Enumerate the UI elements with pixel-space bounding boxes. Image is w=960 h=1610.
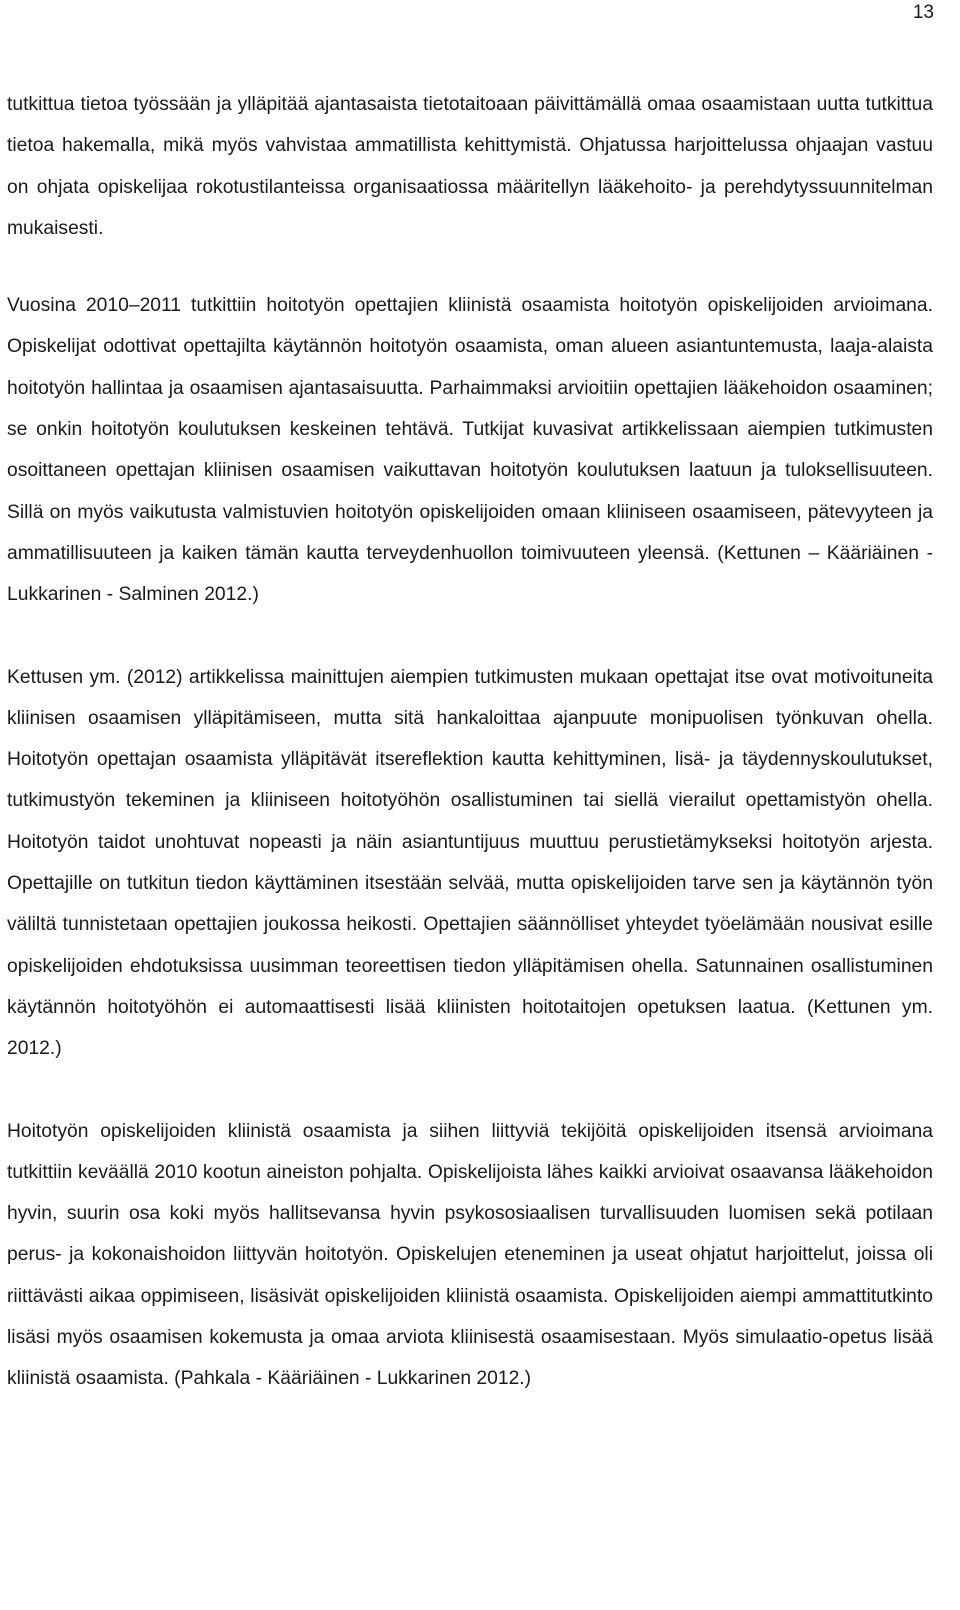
paragraph-opettajien-osaaminen: Vuosina 2010–2011 tutkittiin hoitotyön opettajien kliinistä osaamista hoitotyön opiskelijoiden arvioimana. Opiskelijat odottivat opettajilta käytännön hoitotyön osaamista, oman alueen asiantuntemusta, laaja-alaista hoitotyön hallintaa ja osaamisen ajantasaisuutta. Parhaimmaksi arvioitiin opettajien lääkehoidon osaaminen; se onkin hoitotyön koulutuksen keskeinen tehtävä. Tutkijat kuvasivat artikkelissaan aiempien tutkimusten osoittaneen opettajan kliinisen osaamisen vaikuttavan hoitotyön koulutuksen laatuun ja tuloksellisuuteen. Sillä on myös vaikutusta valmistuvien hoitotyön opiskelijoiden omaan kliiniseen osaamiseen, pätevyyteen ja ammatillisuuteen ja kaiken tämän kautta terveydenhuollon toimivuuteen yleensä. (Kettunen – Kääriäinen - Lukkarinen - Salminen 2012.) bbox=[7, 295, 933, 606]
paragraph-ohjaajan-vastuu: tutkittua tietoa työssään ja ylläpitää ajantasaista tietotaitoaan päivittämällä omaa osaamistaan uutta tutkittua tietoa hakemalla, mikä myös vahvistaa ammatillista kehittymistä. Ohjatussa harjoittelussa ohjaajan vastuu on ohjata opiskelijaa rokotustilanteissa organisaatiossa määritellyn lääkehoito- ja perehdytyssuunnitelman mukaisesti. bbox=[7, 94, 933, 239]
paragraph-kettusen-tutkimus: Kettusen ym. (2012) artikkelissa mainittujen aiempien tutkimusten mukaan opettajat itse ovat motivoituneita kliinisen osaamisen ylläpitämiseen, mutta sitä hankaloittaa ajanpuute monipuolisen työnkuvan ohella. Hoitotyön opettajan osaamista ylläpitävät itsereflektion kautta kehittyminen, lisä- ja täydennyskoulutukset, tutkimustyön tekeminen ja kliiniseen hoitotyöhön osallistuminen tai siellä vierailut opettamistyön ohella. Hoitotyön taidot unohtuvat nopeasti ja näin asiantuntijuus muuttuu perustietämykseksi hoitotyön arjesta. Opettajille on tutkitun tiedon käyttäminen itsestään selvää, mutta opiskelijoiden tarve sen ja käytännön työn väliltä tunnistetaan opettajien joukossa heikosti. Opettajien säännölliset yhteydet työelämään nousivat esille opiskelijoiden ehdotuksissa uusimman teoreettisen tiedon ylläpitämisen ohella. Satunnainen osallistuminen käytännön hoitotyöhön ei automaattisesti lisää kliinisten hoitotaitojen opetuksen laatua. (Kettunen ym. 2012.) bbox=[7, 666, 933, 1060]
document-body bbox=[7, 84, 933, 1400]
page-number: 13 bbox=[912, 2, 934, 23]
paragraph-opiskelijoiden-osaaminen: Hoitotyön opiskelijoiden kliinistä osaamista ja siihen liittyviä tekijöitä opiskelijoiden itsensä arvioimana tutkittiin keväällä 2010 kootun aineiston pohjalta. Opiskelijoista lähes kaikki arvioivat osaavansa lääkehoidon hyvin, suurin osa koki myös hallitsevansa hyvin psykososiaalisen turvallisuuden luomisen sekä potilaan perus- ja kokonaishoidon liittyvän hoitotyön. Opiskelujen eteneminen ja useat ohjatut harjoittelut, joissa oli riittävästi aikaa oppimiseen, lisäsivät opiskelijoiden kliinistä osaamista. Opiskelijoiden aiempi ammattitutkinto lisäsi myös osaamisen kokemusta ja omaa arviota kliinisestä osaamisestaan. Myös simulaatio-opetus lisää kliinistä osaamista. (Pahkala - Kääriäinen - Lukkarinen 2012.) bbox=[7, 1120, 933, 1390]
